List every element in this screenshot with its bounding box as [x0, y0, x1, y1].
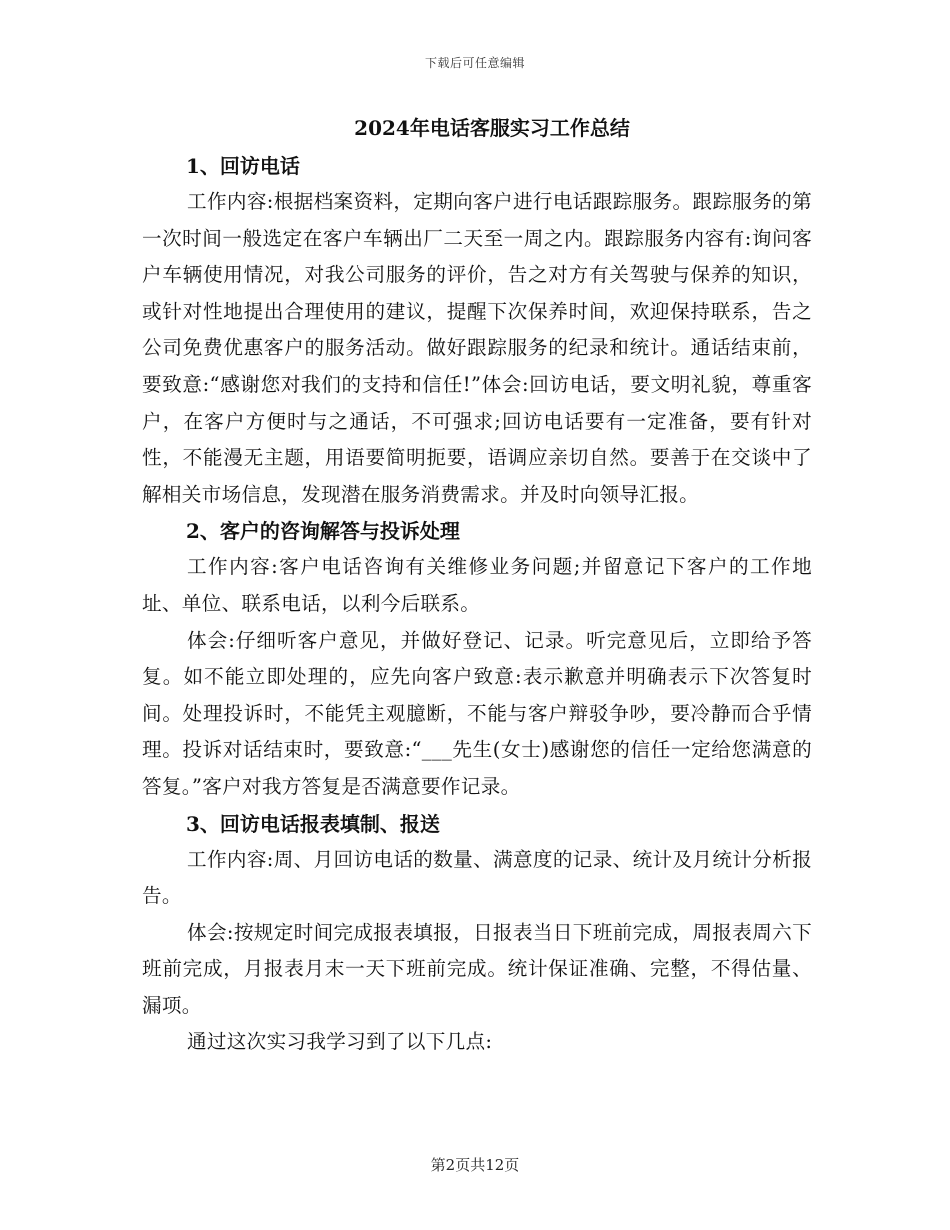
section-heading: 2、客户的咨询解答与投诉处理 [186, 519, 460, 544]
document-title: 2024年电话客服实习工作总结 [354, 116, 630, 140]
header-note: 下载后可任意编辑 [424, 56, 525, 70]
paragraph: 工作内容:客户电话咨询有关维修业务问题;并留意记下客户的工作地址、单位、联系电话，以利今后联系。 [142, 555, 812, 615]
section-1 [142, 148, 812, 513]
section-3 [142, 806, 812, 1062]
section-heading: 1、回访电话 [186, 154, 300, 178]
page-number-footer: 第2页共12页 [430, 1156, 520, 1174]
document-body [142, 108, 812, 1061]
paragraph: 通过这次实习我学习到了以下几点: [187, 1030, 493, 1054]
paragraph: 工作内容:根据档案资料，定期向客户进行电话跟踪服务。跟踪服务的第一次时间一般选定在客户车辆出厂二天至一周之内。跟踪服务内容有:询问客户车辆使用情况，对我公司服务的评价，告之对方有关驾驶与保养的知识，或针对性地提出合理使用的建议，提醒下次保养时间，欢迎保持联系，告之公司免费优惠客户的服务活动。做好跟踪服务的纪录和统计。通话结束前，要致意:“感谢您对我们的支持和信任!”体会:回访电话，要文明礼貌，尊重客户，在客户方便时与之通话，不可强求;回访电话要有一定准备，要有针对性，不能漫无主题，用语要简明扼要，语调应亲切自然。要善于在交谈中了解相关市场信息，发现潜在服务消费需求。并及时向领导汇报。 [142, 190, 812, 506]
paragraph: 体会:按规定时间完成报表填报，日报表当日下班前完成，周报表周六下班前完成，月报表月末一天下班前完成。统计保证准确、完整，不得估量、漏项。 [142, 920, 812, 1017]
section-2 [142, 513, 812, 805]
paragraph: 体会:仔细听客户意见，并做好登记、记录。听完意见后，立即给予答复。如不能立即处理的，应先向客户致意:表示歉意并明确表示下次答复时间。处理投诉时，不能凭主观臆断，不能与客户辩驳争吵，要冷静而合乎情理。投诉对话结束时，要致意:“___先生(女士)感谢您的信任一定给您满意的答复。”客户对我方答复是否满意要作记录。 [142, 628, 812, 798]
section-heading: 3、回访电话报表填制、报送 [186, 811, 440, 836]
paragraph: 工作内容:周、月回访电话的数量、满意度的记录、统计及月统计分析报告。 [142, 847, 812, 908]
